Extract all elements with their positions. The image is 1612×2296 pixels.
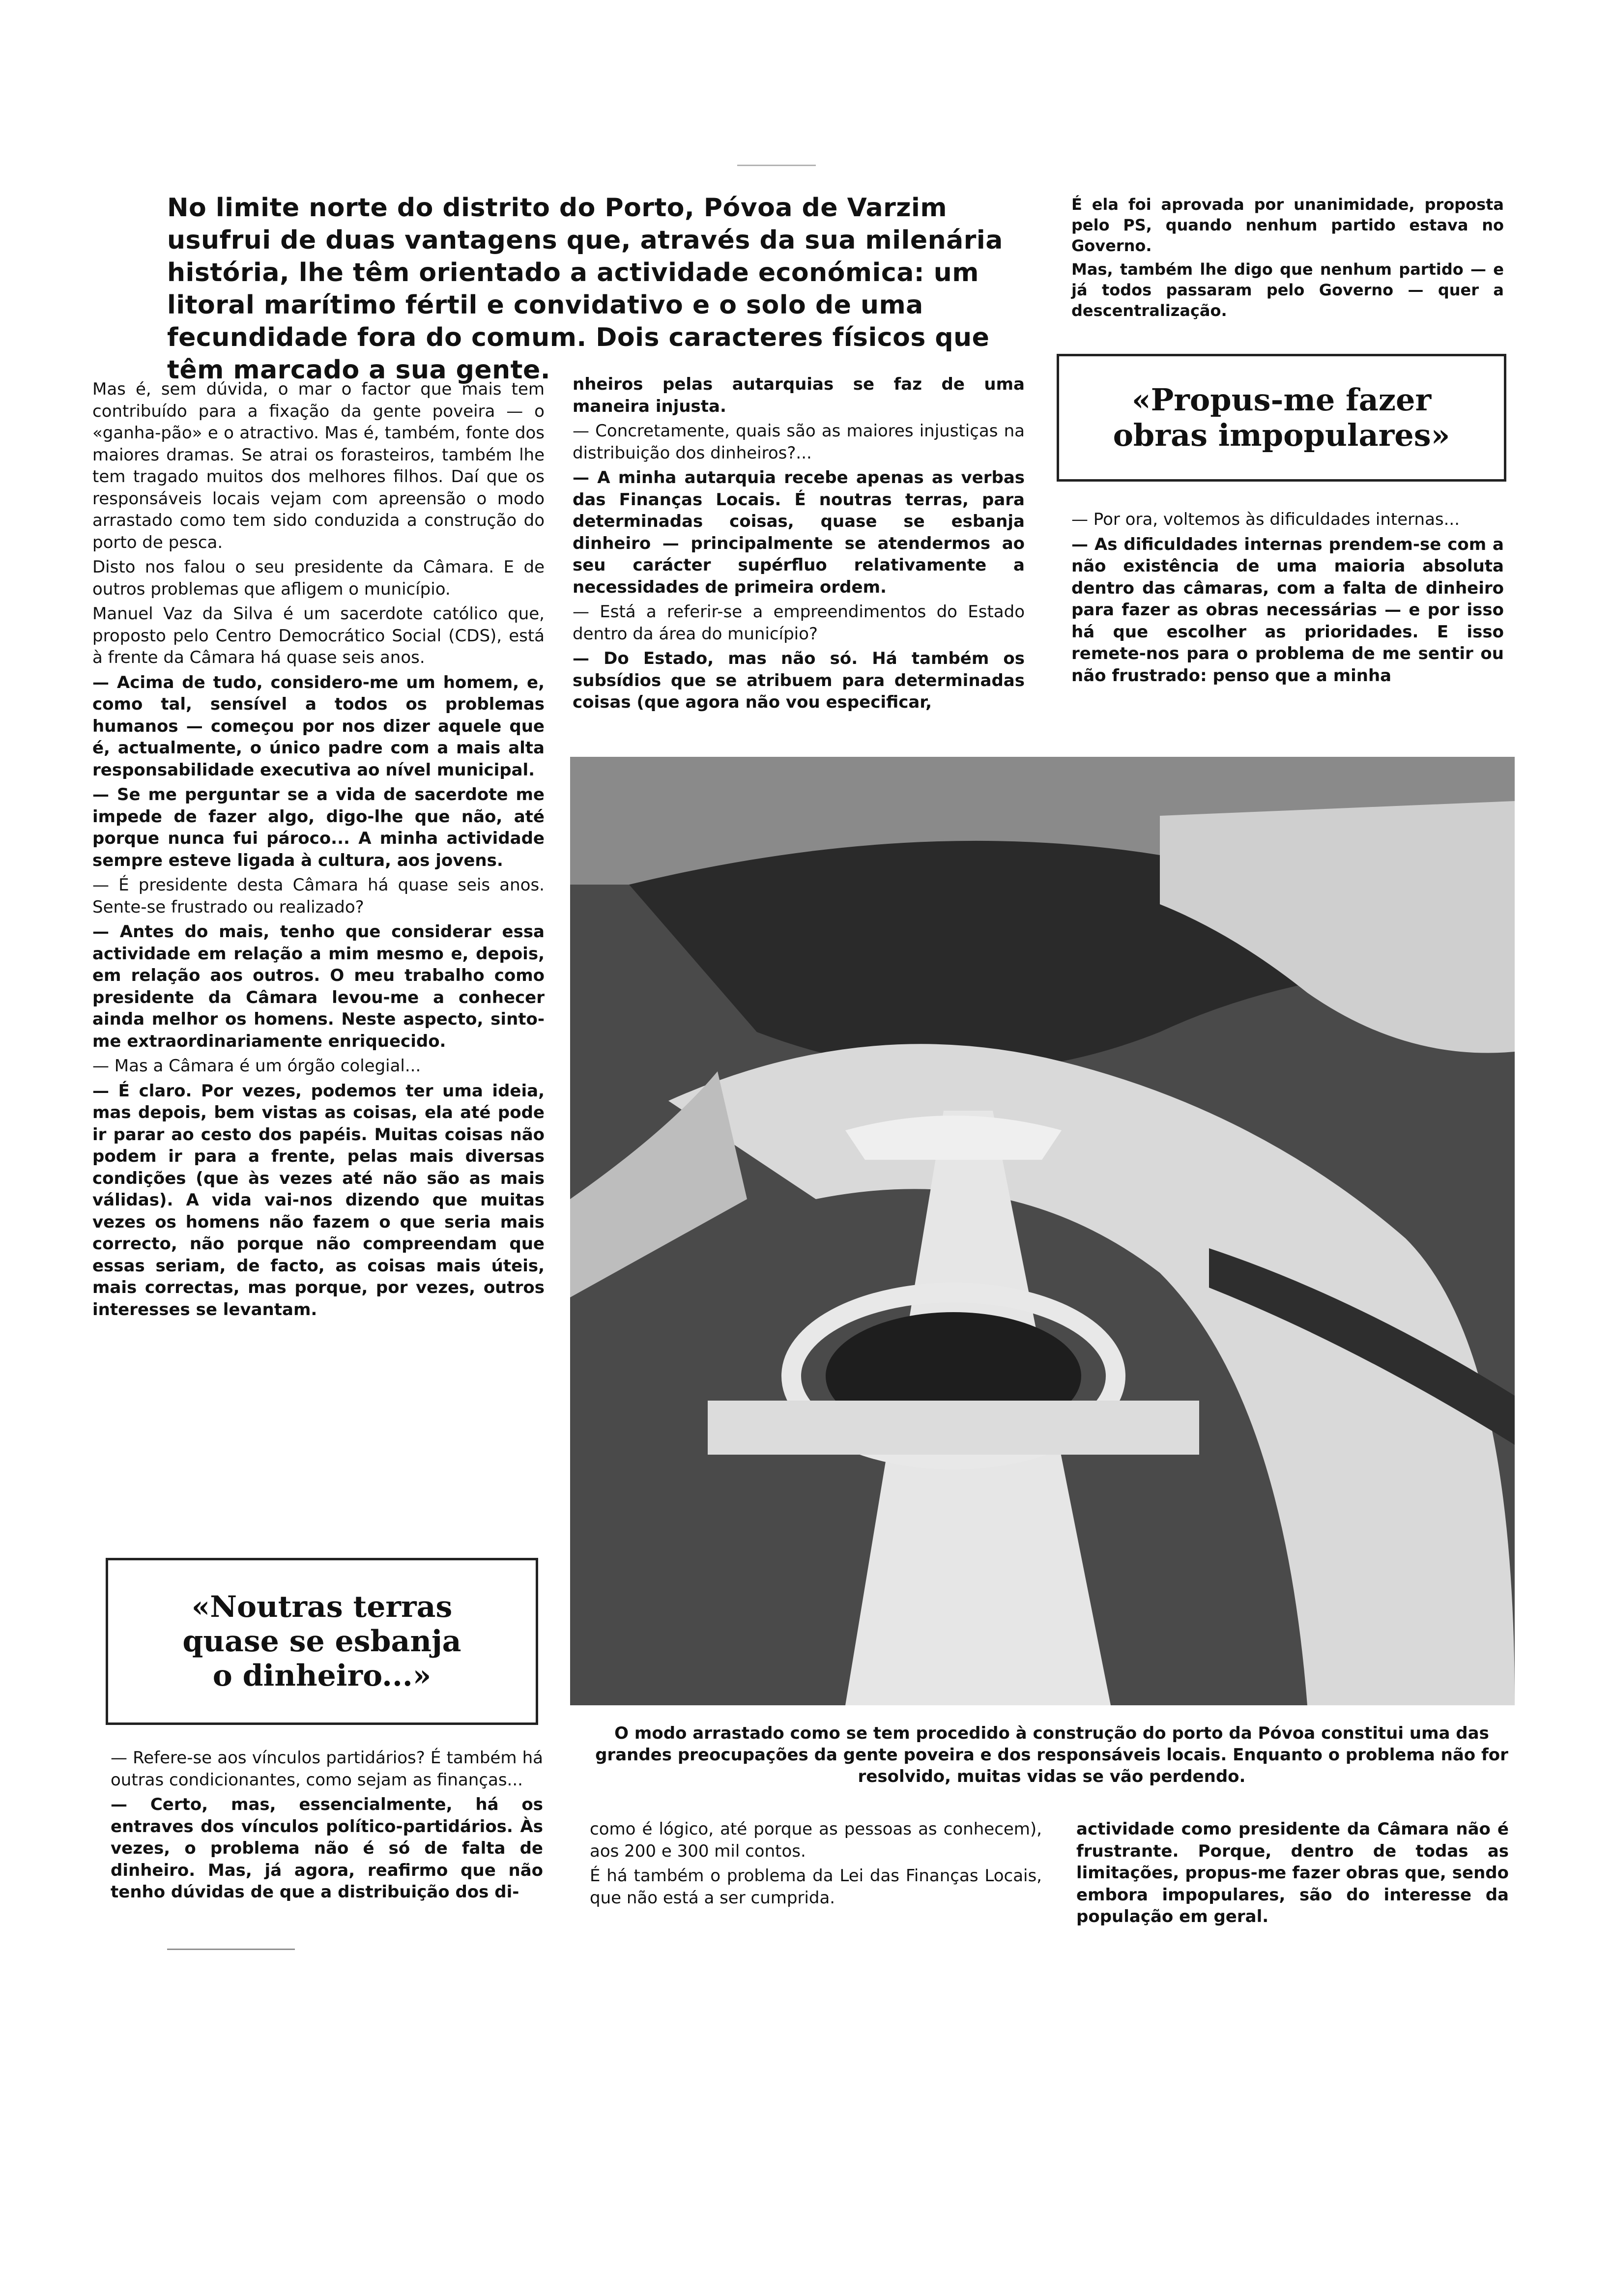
- column-3-bottom: [1076, 1818, 1509, 1931]
- right-top-column: [1071, 194, 1504, 324]
- col1-para-3: Manuel Vaz da Silva é um sacerdote católico que, proposto pelo Centro Democrático Social (CDS), está à frente da Câmara há quase seis anos.: [92, 604, 545, 667]
- col2-para-5: — Do Estado, mas não só. Há também os subsídios que se atribuem para determinadas coisas (que agora não vou especificar,: [573, 649, 1025, 712]
- column-3: [1071, 509, 1504, 689]
- pull-quote-noutras-line1: «Noutras terras: [191, 1590, 453, 1624]
- col1-para-8: — Mas a Câmara é um órgão colegial...: [92, 1056, 421, 1076]
- col2-para-1: nheiros pelas autarquias se faz de uma maneira injusta.: [573, 374, 1025, 416]
- col2-para-2: — Concretamente, quais são as maiores injustiças na distribuição dos dinheiros?...: [573, 421, 1025, 463]
- photo-caption: O modo arrastado como se tem procedido à construção do porto da Póvoa constitui uma das grandes preocupações da gente poveira e dos responsáveis locais. Enquanto o problema não for resolvido, muitas vidas se vão perdendo.: [595, 1723, 1508, 1786]
- pull-quote-propus-line2: obras impopulares»: [1113, 417, 1450, 453]
- col1-para-6: — É presidente desta Câmara há quase seis anos. Sente-se frustrado ou realizado?: [92, 875, 545, 917]
- column-1: [92, 378, 545, 1323]
- right-top-para-1: É ela foi aprovada por unanimidade, proposta pelo PS, quando nenhum partido estava no Governo.: [1071, 195, 1504, 255]
- column-2-bottom: [590, 1818, 1042, 1912]
- pull-quote-noutras-line2: quase se esbanja: [182, 1624, 461, 1659]
- pull-quote-noutras: [106, 1558, 538, 1725]
- col2-bottom-para-1: como é lógico, até porque as pessoas as conhecem), aos 200 e 300 mil contos.: [590, 1819, 1042, 1861]
- col1-para-7: — Antes do mais, tenho que considerar essa actividade em relação a mim mesmo e, depois, em relação aos outros. O meu trabalho como presidente da Câmara levou-me a conhecer ainda melhor os homens. Neste aspecto, sinto-me extraordinariamente enriquecido.: [92, 922, 545, 1051]
- col1-para-4: — Acima de tudo, considero-me um homem, e, como tal, sensível a todos os problemas humanos — começou por nos dizer aquele que é, actualmente, o único padre com a mais alta responsabilidade executiva ao nível municipal.: [92, 672, 545, 780]
- col1-bottom-para-1: — Refere-se aos vínculos partidários? É também há outras condicionantes, como sejam as finanças...: [111, 1748, 543, 1790]
- column-2: [573, 373, 1025, 717]
- col3-bottom-para-1: actividade como presidente da Câmara não é frustrante. Porque, dentro de todas as limitações, propus-me fazer obras que, sendo embora impopulares, são do interesse da população em geral.: [1076, 1819, 1509, 1926]
- pull-quote-propus: [1057, 354, 1506, 482]
- col2-para-3: — A minha autarquia recebe apenas as verbas das Finanças Locais. É noutras terras, para determinadas coisas, quase se esbanja dinheiro — principalmente se atendermos ao seu carácter supérfluo relativamente a necessidades de primeira ordem.: [573, 468, 1025, 597]
- aerial-harbour-photo-icon: [570, 757, 1515, 1705]
- lead-paragraph: No limite norte do distrito do Porto, Póvoa de Varzim usufrui de duas vantagens que, através da sua milenária história, lhe têm orientado a actividade económica: um litoral marítimo fértil e convidativo e o solo de uma fecundidade fora do comum. Dois caracteres físicos que têm marcado a sua gente.: [167, 193, 1003, 385]
- col2-bottom-para-2: É há também o problema da Lei das Finanças Locais, que não está a ser cumprida.: [590, 1866, 1042, 1908]
- pull-quote-propus-line1: «Propus-me fazer: [1131, 382, 1432, 418]
- col1-bottom-para-2: — Certo, mas, essencialmente, há os entraves dos vínculos político-partidários. Às vezes, o problema não é só de falta de dinheiro. Mas, já agora, reafirmo que não tenho dúvidas de que a distribuição dos di-: [111, 1795, 543, 1902]
- col1-para-2: Disto nos falou o seu presidente da Câmara. E de outros problemas que afligem o município.: [92, 557, 545, 599]
- right-top-para-2: Mas, também lhe digo que nenhum partido — e já todos passaram pelo Governo — quer a descentralização.: [1071, 260, 1504, 320]
- scan-mark-bottom: [167, 1949, 295, 1950]
- col3-para-1: — Por ora, voltemos às dificuldades internas...: [1071, 510, 1460, 529]
- pull-quote-noutras-line3: o dinheiro...»: [212, 1659, 432, 1693]
- col1-para-5: — Se me perguntar se a vida de sacerdote me impede de fazer algo, digo-lhe que não, até porque nunca fui pároco... A minha actividade sempre esteve ligada à cultura, aos jovens.: [92, 785, 545, 870]
- col1-para-1: Mas é, sem dúvida, o mar o factor que mais tem contribuído para a fixação da gente poveira — o «ganha-pão» e o atractivo. Mas é, também, fonte dos maiores dramas. Se atrai os forasteiros, também lhe tem tragado muitos dos melhores filhos. Daí que os responsáveis locais vejam com apreensão o modo arrastado como tem sido conduzida a construção do porto de pesca.: [92, 379, 545, 552]
- scan-mark-top: [737, 165, 816, 166]
- col1-para-9: — É claro. Por vezes, podemos ter uma ideia, mas depois, bem vistas as coisas, ela até pode ir parar ao cesto dos papéis. Muitas coisas não podem ir para a frente, pelas mais diversas condições (que às vezes até não são as mais válidas). A vida vai-nos dizendo que muitas vezes os homens não fazem o que seria mais correcto, não porque não compreendam que essas seriam, de facto, as coisas mais úteis, mais correctas, mas porque, por vezes, outros interesses se levantam.: [92, 1081, 545, 1320]
- column-1-bottom: [111, 1747, 543, 1906]
- harbour-aerial-photo: [570, 757, 1515, 1705]
- col2-para-4: — Está a referir-se a empreendimentos do Estado dentro da área do município?: [573, 602, 1025, 644]
- col3-para-2: — As dificuldades internas prendem-se com a não existência de uma maioria absoluta dentro das câmaras, com a falta de dinheiro para fazer as obras necessárias — e por isso há que escolher as prioridades. E isso remete-nos para o problema de me sentir ou não frustrado: penso que a minha: [1071, 534, 1504, 686]
